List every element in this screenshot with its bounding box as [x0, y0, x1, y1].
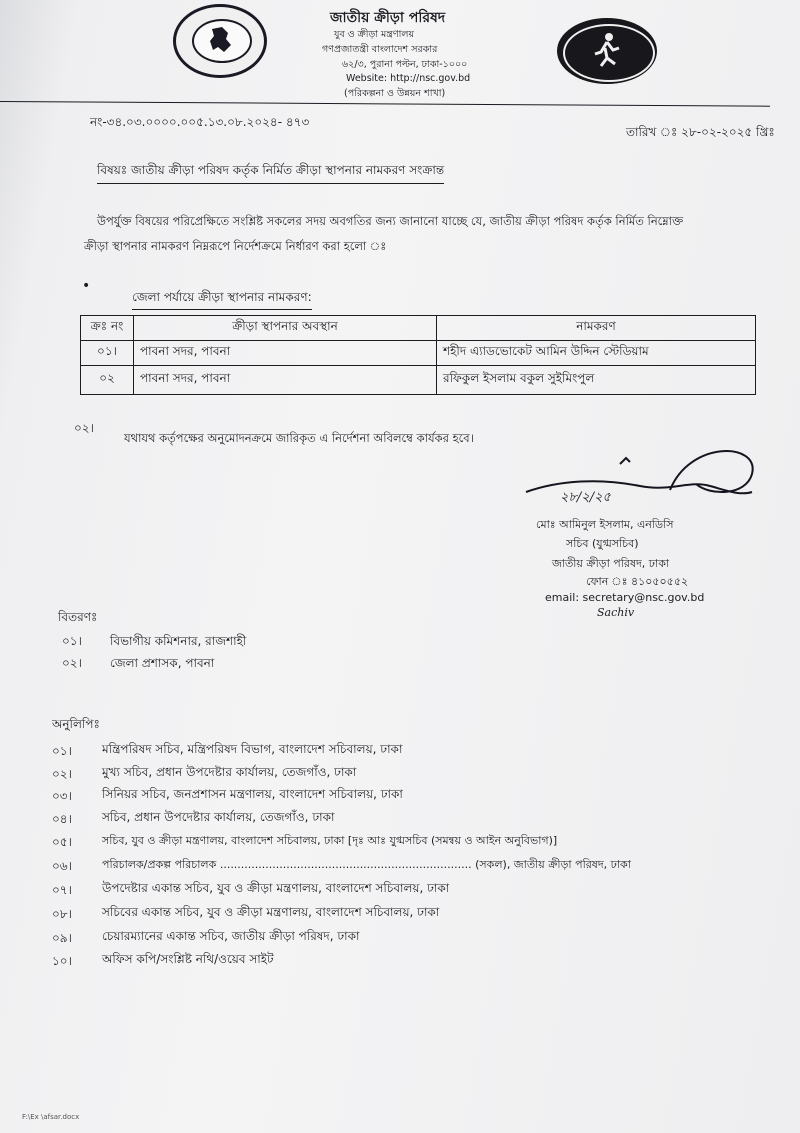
distribution-heading: বিতরণঃ [58, 610, 98, 624]
note-text: যথাযথ কর্তৃপক্ষের অনুমোদনক্রমে জারিকৃত এ নির্দেশনা অবিলম্বে কার্যকর হবে। [124, 431, 474, 445]
copy-item: অফিস কপি/সংশ্লিষ্ট নথি/ওয়েব সাইট [102, 952, 274, 966]
copy-item: চেয়ারম্যানের একান্ত সচিব, জাতীয় ক্রীড়া পরিষদ, ঢাকা [102, 929, 360, 943]
table-header-row [81, 316, 756, 341]
memo-number: নং-৩৪.০৩.০০০০.০০৫.১৩.০৮.২০২৪- ৪৭৩ [90, 115, 310, 129]
signatory-name: মোঃ আমিনুল ইসলাম, এনডিসি [536, 518, 674, 531]
distribution-number: ০১। [62, 634, 82, 648]
copy-number: ০৯। [52, 931, 72, 945]
ministry-name: যুব ও ক্রীড়া মন্ত্রণালয় [334, 29, 415, 40]
copy-number: ০১। [52, 744, 72, 758]
signatory-email: email: secretary@nsc.gov.bd [545, 591, 705, 604]
copy-number: ০৪। [52, 812, 72, 826]
note-number: ০২। [74, 421, 94, 435]
copy-item: সচিবের একান্ত সচিব, যুব ও ক্রীড়া মন্ত্রণালয়, বাংলাদেশ সচিবালয়, ঢাকা [102, 905, 440, 919]
copy-item: সিনিয়র সচিব, জনপ্রশাসন মন্ত্রণালয়, বাংলাদেশ সচিবালয়, ঢাকা [102, 787, 403, 801]
office-address: ৬২/৩, পুরানা পল্টন, ঢাকা-১০০০ [342, 59, 468, 70]
col-header-location: ক্রীড়া স্থাপনার অবস্থান [134, 316, 437, 341]
distribution-item: বিভাগীয় কমিশনার, রাজশাহী [110, 634, 247, 648]
subject-line: বিষয়ঃ জাতীয় ক্রীড়া পরিষদ কর্তৃক নির্মিত ক্রীড়া স্থাপনার নামকরণ সংক্রান্ত [97, 162, 444, 184]
copy-item: উপদেষ্টার একান্ত সচিব, যুব ও ক্রীড়া মন্ত্রণালয়, বাংলাদেশ সচিবালয়, ঢাকা [102, 881, 450, 895]
signatory-designation: সচিব (যুগ্মসচিব) [566, 537, 639, 550]
table-row [81, 341, 756, 366]
copy-number: ০৬। [52, 859, 72, 873]
copy-number: ১০। [52, 954, 72, 968]
cell-serial: ০১। [81, 341, 134, 366]
distribution-number: ০২। [62, 656, 82, 670]
body-paragraph-line2: ক্রীড়া স্থাপনার নামকরণ নিম্নরূপে নির্দেশক্রমে নির্ধারণ করা হলো ঃ [84, 239, 387, 253]
website-text: Website: http://nsc.gov.bd [346, 73, 471, 84]
signature-scribble-icon [520, 450, 770, 520]
copy-number: ০৩। [52, 789, 72, 803]
copy-item: মুখ্য সচিব, প্রধান উপদেষ্টার কার্যালয়, তেজগাঁও, ঢাকা [102, 765, 357, 779]
copy-number: ০২। [52, 767, 72, 781]
bullet-icon: • [82, 278, 91, 294]
copy-item: মন্ত্রিপরিষদ সচিব, মন্ত্রিপরিষদ বিভাগ, বাংলাদেশ সচিবালয়, ঢাকা [102, 742, 403, 756]
footer-file-path: F:\Ex \afsar.docx [22, 1113, 80, 1121]
cell-name: শহীদ এ্যাডভোকেট আমিন উদ্দিন স্টেডিয়াম [437, 341, 756, 366]
copy-number: ০৭। [52, 883, 72, 897]
copy-number: ০৮। [52, 907, 72, 921]
copies-heading: অনুলিপিঃ [52, 717, 100, 731]
col-header-serial: ক্রঃ নং [81, 316, 134, 341]
nsc-logo-icon [557, 18, 657, 84]
section-heading: জেলা পর্যায়ে ক্রীড়া স্থাপনার নামকরণ: [132, 289, 312, 310]
branch-name: (পরিকল্পনা ও উন্নয়ন শাখা) [344, 88, 446, 99]
copy-item: পরিচালক/প্রকল্প পরিচালক ........................................................................ (সকল), জাতীয় ক্রীড়া পরিষদ, ঢাকা [102, 858, 631, 871]
copy-number: ০৫। [52, 835, 72, 849]
signature-date: ২৮/২/২৫ [560, 490, 611, 505]
table-row [81, 366, 756, 395]
signatory-phone: ফোন ঃ ৪১০৫০৫৫২ [586, 575, 689, 588]
cell-serial: ০২ [81, 366, 134, 395]
cell-name: রফিকুল ইসলাম বকুল সুইমিংপুল [437, 366, 756, 395]
memo-date: তারিখ ঃ ২৮-০২-২০২৫ খ্রিঃ [626, 125, 775, 139]
org-name: জাতীয় ক্রীড়া পরিষদ [330, 10, 446, 26]
copy-item: সচিব, প্রধান উপদেষ্টার কার্যালয়, তেজগাঁও, ঢাকা [102, 810, 335, 824]
cell-location: পাবনা সদর, পাবনা [134, 366, 437, 395]
handwritten-note: Sachiv [597, 606, 635, 619]
body-paragraph-line1: উপর্যুক্ত বিষয়ের পরিপ্রেক্ষিতে সংশ্লিষ্ট সকলের সদয় অবগতির জন্য জানানো যাচ্ছে যে, জাতীয় ক্রীড়া পরিষদ কর্তৃক নির্মিত নিম্নোক্ত [97, 214, 684, 228]
col-header-name: নামকরণ [437, 316, 756, 341]
government-seal-icon [173, 4, 267, 78]
distribution-item: জেলা প্রশাসক, পাবনা [110, 656, 215, 670]
government-name: গণপ্রজাতন্ত্রী বাংলাদেশ সরকার [322, 44, 438, 55]
naming-table [80, 315, 756, 395]
copy-item: সচিব, যুব ও ক্রীড়া মন্ত্রণালয়, বাংলাদেশ সচিবালয়, ঢাকা [দৃঃ আঃ যুগ্মসচিব (সমন্বয় ও আইন অনুবিভাগ)] [102, 834, 558, 847]
signatory-office: জাতীয় ক্রীড়া পরিষদ, ঢাকা [552, 557, 670, 570]
cell-location: পাবনা সদর, পাবনা [134, 341, 437, 366]
